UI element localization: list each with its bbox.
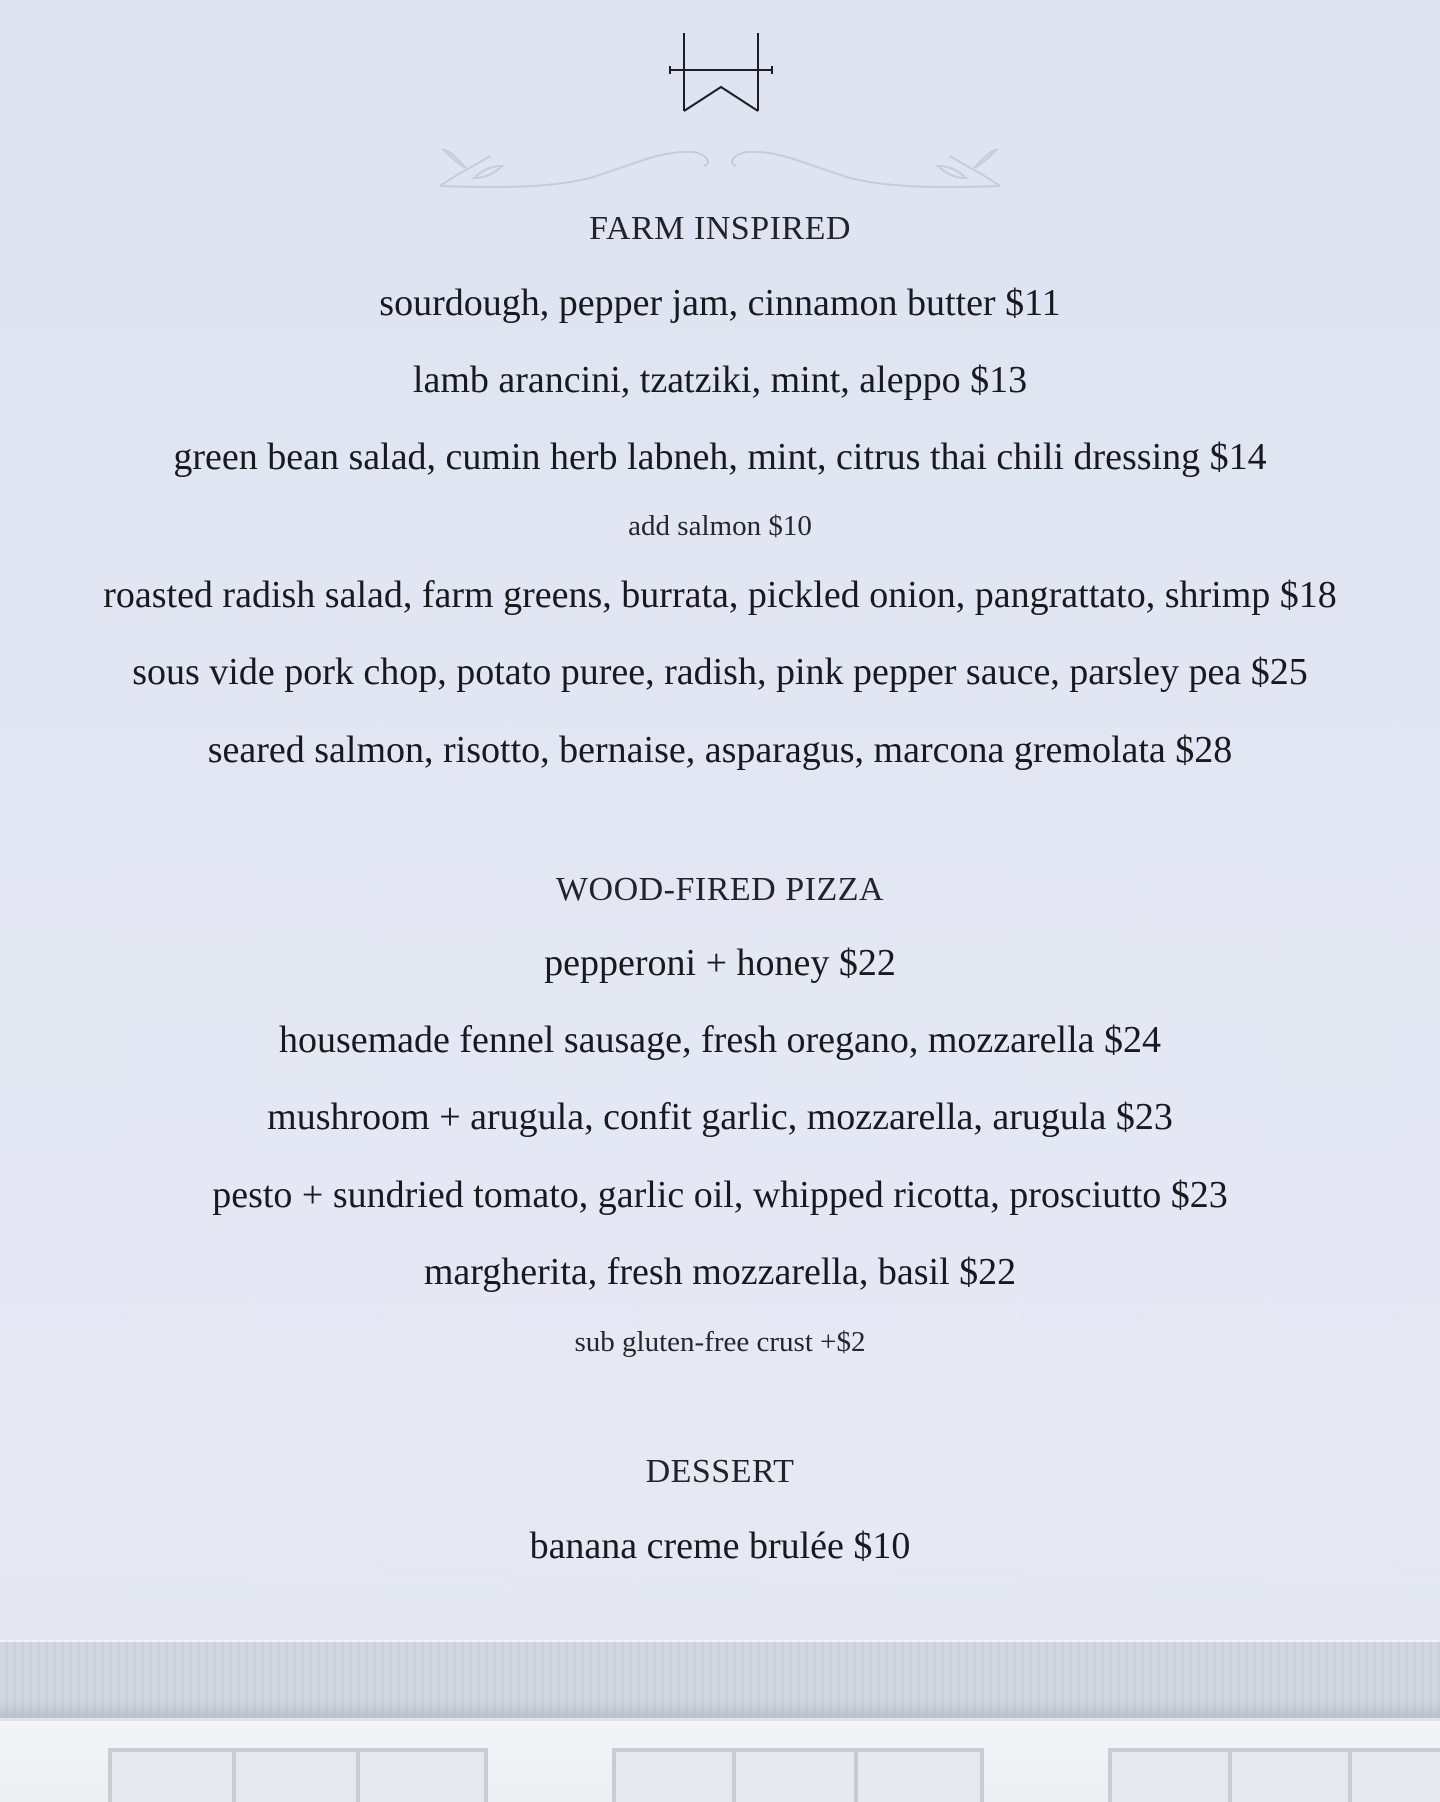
menu-item: sous vide pork chop, potato puree, radish, pink pepper sauce, parsley pea $25 [132, 651, 1308, 693]
window [1108, 1748, 1440, 1802]
menu-item-addon-note: sub gluten-free crust +$2 [574, 1326, 866, 1358]
menu-item: pepperoni + honey $22 [544, 942, 896, 984]
menu-item: mushroom + arugula, confit garlic, mozzarella, arugula $23 [267, 1096, 1173, 1138]
section-heading-dessert: DESSERT [645, 1453, 795, 1490]
menu-item-addon-note: add salmon $10 [628, 510, 812, 542]
window [108, 1748, 488, 1802]
section-heading-farm-inspired: FARM INSPIRED [589, 210, 851, 247]
section-heading-wood-fired-pizza: WOOD-FIRED PIZZA [555, 871, 885, 908]
menu-item: banana creme brulée $10 [529, 1525, 911, 1567]
menu-item: pesto + sundried tomato, garlic oil, whipped ricotta, prosciutto $23 [212, 1174, 1228, 1216]
menu-item: housemade fennel sausage, fresh oregano, mozzarella $24 [278, 1019, 1162, 1061]
menu-item: lamb arancini, tzatziki, mint, aleppo $13 [412, 359, 1028, 401]
monogram-w-logo-icon [668, 30, 774, 116]
farmhouse-background-image [0, 1640, 1440, 1802]
leaf-flourish-divider-icon [430, 142, 1010, 194]
menu-item: seared salmon, risotto, bernaise, asparagus, marcona gremolata $28 [207, 729, 1233, 771]
menu-item: roasted radish salad, farm greens, burrata, pickled onion, pangrattato, shrimp $18 [103, 574, 1337, 616]
menu-item: sourdough, pepper jam, cinnamon butter $11 [379, 282, 1061, 324]
window [612, 1748, 984, 1802]
menu-item: margherita, fresh mozzarella, basil $22 [423, 1251, 1017, 1293]
menu-item: green bean salad, cumin herb labneh, mint, citrus thai chili dressing $14 [173, 436, 1267, 478]
